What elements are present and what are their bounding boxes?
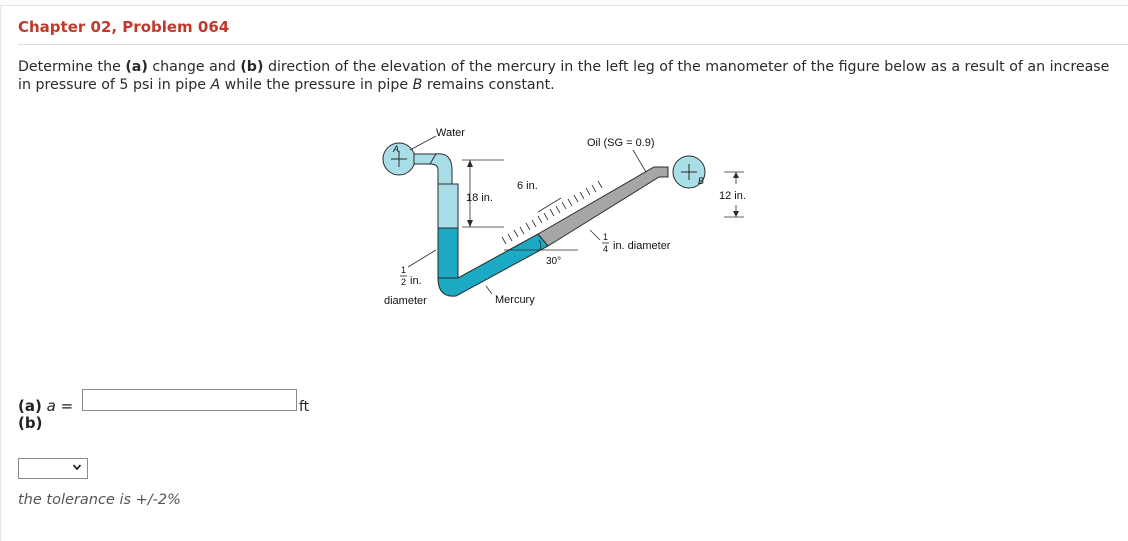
pipe-a-label: A — [393, 144, 400, 154]
problem-part-a: (a) — [125, 59, 148, 75]
dia-left-in: in. — [410, 275, 422, 287]
mercury-leader — [486, 286, 492, 294]
tolerance-note: the tolerance is +/-2% — [18, 492, 181, 508]
angle-label: 30° — [546, 256, 562, 267]
problem-text-4: while the pressure in pipe — [220, 77, 413, 93]
problem-pipe-a: A — [210, 77, 221, 93]
manometer-figure — [378, 122, 768, 312]
problem-text-5: remains constant. — [422, 77, 555, 93]
dia-right-text: in. diameter — [613, 240, 671, 252]
answer-a-var: a — [46, 397, 56, 415]
dia-left-num: 1 — [401, 265, 407, 275]
problem-pipe-b: B — [412, 77, 423, 93]
chevron-down-icon — [72, 462, 82, 472]
answer-a-label — [18, 397, 73, 415]
oil-leader — [633, 150, 646, 172]
dia-right-den: 4 — [603, 244, 609, 254]
dim-18-arrow-top — [467, 160, 473, 167]
problem-statement — [18, 58, 1123, 94]
dia-right-num: 1 — [603, 232, 609, 242]
dia-left-leader — [408, 250, 436, 267]
water-label: Water — [436, 127, 465, 139]
water-elbow — [430, 154, 452, 184]
problem-text-1: Determine the — [18, 59, 126, 75]
title-divider — [18, 44, 1128, 45]
mercury-label: Mercury — [495, 294, 535, 306]
answer-a-eq: = — [60, 397, 74, 415]
top-border — [0, 5, 1128, 6]
problem-part-b: (b) — [240, 59, 264, 75]
dim-12-arrow-top — [733, 172, 739, 178]
dim-12-label: 12 in. — [719, 190, 746, 202]
water-leader — [410, 136, 436, 150]
dim-18-arrow-bottom — [467, 220, 473, 227]
direction-select[interactable] — [18, 458, 88, 479]
answer-a-part: (a) — [18, 397, 42, 415]
mercury-left-leg — [438, 228, 458, 278]
left-border — [0, 5, 1, 541]
water-column — [438, 184, 458, 228]
page-title: Chapter 02, Problem 064 — [18, 18, 230, 36]
pipe-b-label: B — [698, 176, 705, 186]
dim-12-arrow-bottom — [733, 211, 739, 217]
dia-right-leader — [590, 230, 600, 240]
dim-6-line — [538, 198, 561, 212]
dia-left-text: diameter — [384, 295, 427, 307]
manometer-diagram — [378, 122, 768, 312]
dim-6-label: 6 in. — [517, 180, 538, 192]
answer-b-label: (b) — [18, 414, 43, 432]
dia-left-den: 2 — [401, 277, 407, 287]
problem-text-2: change and — [147, 59, 241, 75]
oil-label: Oil (SG = 0.9) — [587, 137, 655, 149]
problem-text-3: direction of the elevation of the mercury in the left leg of the manometer of the figure below as a result of an increase in pressure of 5 psi in pipe — [18, 59, 1110, 93]
dim-18-label: 18 in. — [466, 192, 493, 204]
answer-a-input[interactable] — [82, 389, 297, 411]
answer-a-unit: ft — [299, 399, 310, 415]
